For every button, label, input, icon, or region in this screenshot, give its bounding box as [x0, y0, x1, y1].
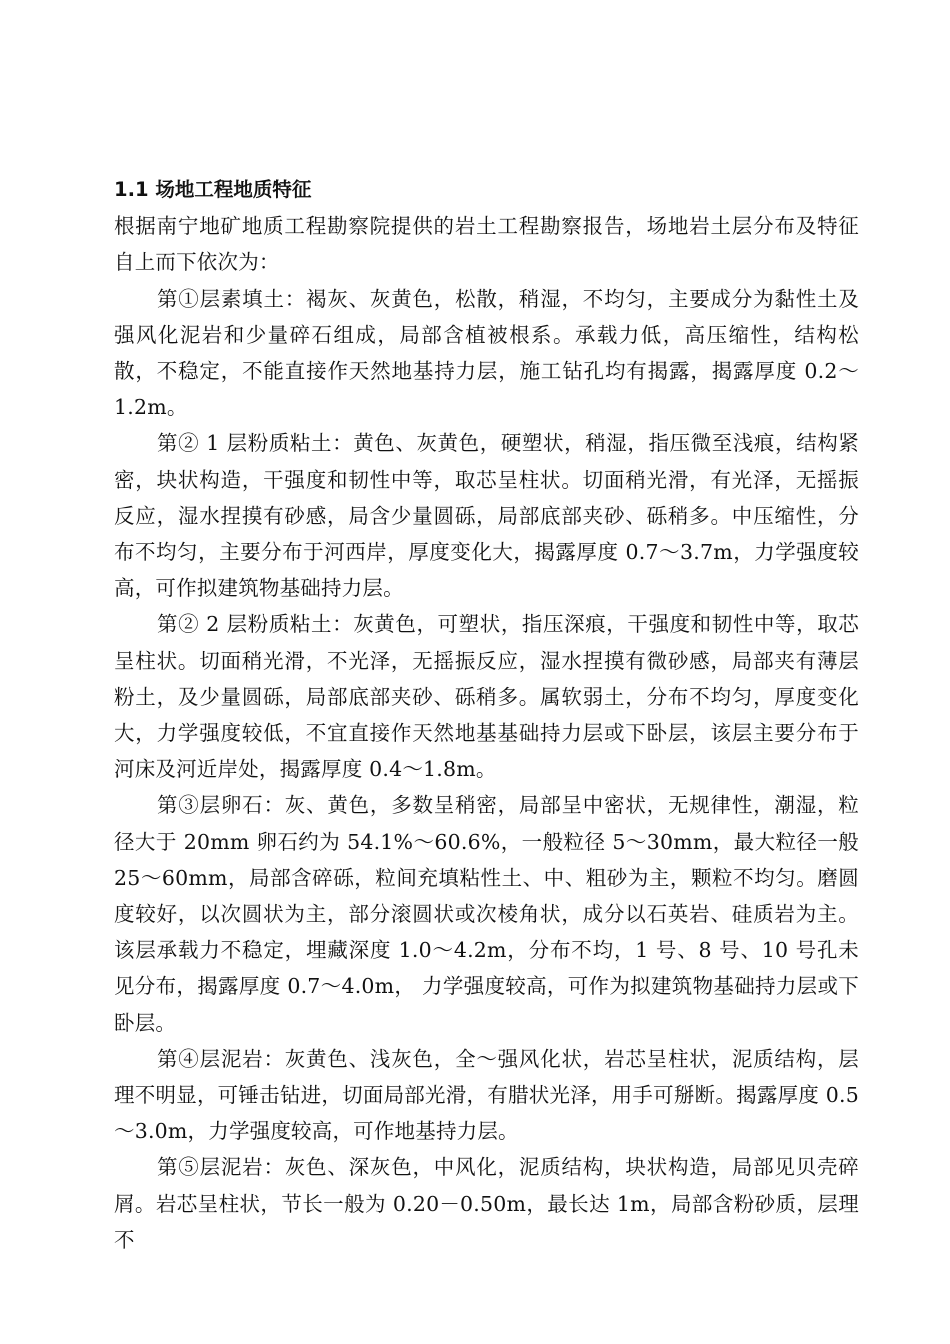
- layer-2-1-silty-clay-paragraph: 第② 1 层粉质粘土：黄色、灰黄色，硬塑状，稍湿，指压微至浅痕，结构紧密，块状构造，干强度和韧性中等，取芯呈柱状。切面稍光滑，有光泽，无摇振反应，湿水捏摸有砂感，局含少量圆砾，局部底部夹砂、砾稍多。中压缩性，分布不均匀，主要分布于河西岸，厚度变化大，揭露厚度 0.7～3.7m，力学强度较高，可作拟建筑物基础持力层。: [114, 431, 859, 601]
- layer-5-mudstone-paragraph: 第⑤层泥岩：灰色、深灰色，中风化，泥质结构，块状构造，局部见贝壳碎屑。岩芯呈柱状，节长一般为 0.20－0.50m，最长达 1m，局部含粉砂质，层理不: [114, 1155, 859, 1252]
- document-body: [114, 172, 859, 1258]
- intro-paragraph: 根据南宁地矿地质工程勘察院提供的岩土工程勘察报告，场地岩土层分布及特征自上而下依次为：: [114, 214, 859, 275]
- section-heading: 1.1 场地工程地质特征: [114, 178, 312, 201]
- layer-4-mudstone-paragraph: 第④层泥岩：灰黄色、浅灰色，全～强风化状，岩芯呈柱状，泥质结构，层理不明显，可锤击钻进，切面局部光滑，有腊状光泽，用手可掰断。揭露厚度 0.5～3.0m，力学强度较高，可作地基持力层。: [114, 1046, 859, 1144]
- layer-2-2-silty-clay-paragraph: 第② 2 层粉质粘土：灰黄色，可塑状，指压深痕，干强度和韧性中等，取芯呈柱状。切面稍光滑，不光泽，无摇振反应，湿水捏摸有微砂感，局部夹有薄层粉土，及少量圆砾，局部底部夹砂、砾稍多。属软弱土，分布不均匀，厚度变化大，力学强度较低，不宜直接作天然地基基础持力层或下卧层，该层主要分布于河床及河近岸处，揭露厚度 0.4～1.8m。: [114, 612, 859, 782]
- layer-3-pebble-paragraph: 第③层卵石：灰、黄色，多数呈稍密，局部呈中密状，无规律性，潮湿，粒径大于 20mm 卵石约为 54.1%～60.6%，一般粒径 5～30mm，最大粒径一般 25～60mm，局部含碎砾，粒间充填粘性土、中、粗砂为主，颗粒不均匀。磨圆度较好，以次圆状为主，部分滚圆状或次棱角状，成分以石英岩、硅质岩为主。该层承载力不稳定，埋藏深度 1.0～4.2m，分布不均，1 号、8 号、10 号孔未见分布，揭露厚度 0.7～4.0m， 力学强度较高，可作为拟建筑物基础持力层或下卧层。: [114, 793, 859, 1035]
- layer-1-fill-paragraph: 第①层素填土：褐灰、灰黄色，松散，稍湿，不均匀，主要成分为黏性土及强风化泥岩和少量碎石组成，局部含植被根系。承载力低，高压缩性，结构松散，不稳定，不能直接作天然地基持力层，施工钻孔均有揭露，揭露厚度 0.2～1.2m。: [114, 286, 859, 420]
